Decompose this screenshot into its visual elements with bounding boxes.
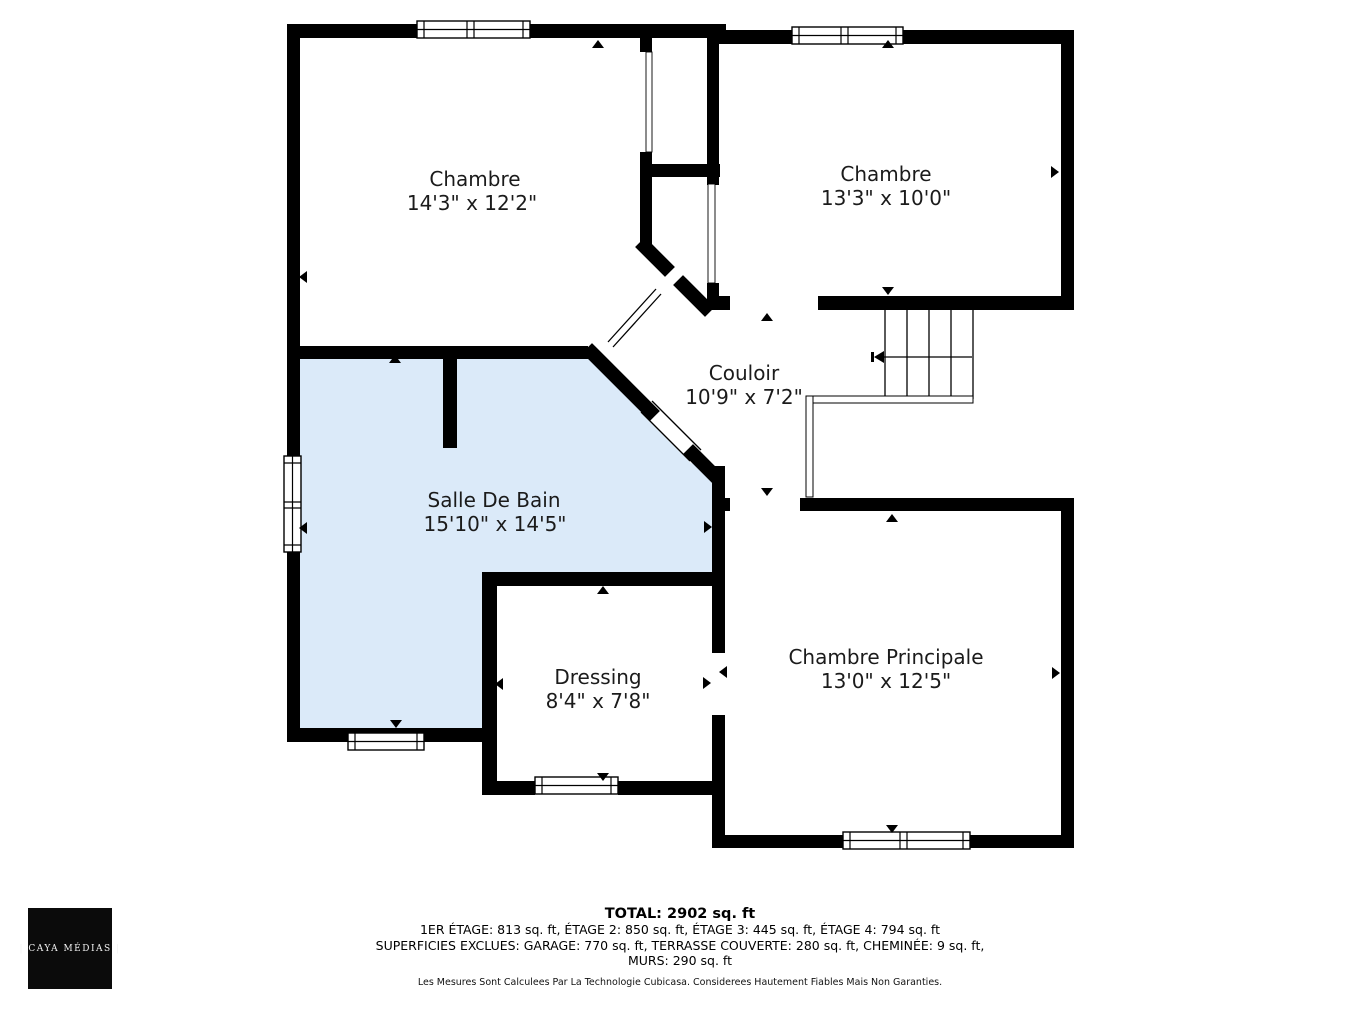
- door-leaf-line: [608, 289, 656, 342]
- wall-segment: [482, 572, 725, 586]
- stairs: [806, 310, 973, 497]
- summary-total: TOTAL: 2902 sq. ft: [604, 906, 756, 922]
- wall-segment: [707, 283, 719, 298]
- summary-walls: MURS: 290 sq. ft: [627, 953, 733, 968]
- diagonal-wall: [645, 247, 665, 267]
- door-leaf-line: [613, 294, 661, 347]
- stairwell-guard: [806, 396, 973, 403]
- wall-segment: [712, 835, 843, 848]
- door-leaf: [708, 184, 715, 283]
- door-leaf: [646, 52, 652, 152]
- area-summary: [0, 906, 1360, 989]
- door-arrow-left: [299, 271, 307, 283]
- room-label-chambre-principale: Chambre Principale: [788, 645, 984, 669]
- wall-segment: [818, 296, 1074, 310]
- wall-segment: [707, 30, 719, 167]
- wall-segment: [970, 835, 1074, 848]
- window: [843, 832, 970, 849]
- summary-exclusions: SUPERFICIES EXCLUES: GARAGE: 770 sq. ft, TERRASSE COUVERTE: 280 sq. ft, CHEMINÉE: 9 sq. ft,: [375, 937, 985, 953]
- room-dims-chambre-2: 13'3" x 10'0": [820, 186, 952, 210]
- wall-segment: [482, 572, 497, 795]
- door-arrow-right: [1052, 667, 1060, 679]
- room-dims-chambre-principale: 13'0" x 12'5": [820, 669, 952, 693]
- wall-segment: [530, 24, 726, 38]
- window: [792, 27, 903, 44]
- wall-segment: [800, 498, 1074, 511]
- door-arrow-up: [597, 586, 609, 594]
- wall-segment: [640, 38, 652, 52]
- door-arrow-up: [592, 40, 604, 48]
- wall-segment: [712, 498, 730, 511]
- stair-direction-arrow: [874, 351, 884, 363]
- window: [284, 456, 301, 552]
- door-arrow-up: [886, 514, 898, 522]
- summary-disclaimer: Les Mesures Sont Calculees Par La Technologie Cubicasa. Considerees Hautement Fiables Mais Non Garanties.: [417, 976, 943, 988]
- room-label-couloir: Couloir: [708, 361, 780, 385]
- window: [348, 733, 424, 750]
- wall-segment: [618, 781, 725, 795]
- room-dims-dressing: 8'4" x 7'8": [545, 689, 651, 713]
- wall-segment: [443, 352, 457, 448]
- room-dims-couloir: 10'9" x 7'2": [685, 385, 803, 409]
- wall-segment: [287, 24, 417, 38]
- door-arrow-left: [719, 666, 727, 678]
- logo-text: | CAYA MÉDIAS |: [19, 943, 121, 954]
- door-arrow-right: [1051, 166, 1059, 178]
- room-label-chambre-1: Chambre: [429, 167, 521, 191]
- door-arrow-up: [761, 313, 773, 321]
- room-label-salle-de-bain: Salle De Bain: [427, 488, 561, 512]
- summary-floors: 1ER ÉTAGE: 813 sq. ft, ÉTAGE 2: 850 sq. ft, ÉTAGE 3: 445 sq. ft, ÉTAGE 4: 794 sq. ft: [419, 922, 940, 937]
- wall-segment: [710, 30, 792, 44]
- window: [417, 21, 530, 38]
- wall-segment: [287, 552, 300, 742]
- door-arrow-down: [761, 488, 773, 496]
- wall-segment: [1061, 30, 1074, 310]
- room-dims-salle-de-bain: 15'10" x 14'5": [423, 512, 567, 536]
- stairwell-guard: [806, 396, 813, 497]
- wall-segment: [287, 346, 588, 359]
- wall-segment: [482, 781, 535, 795]
- wall-segment: [712, 466, 725, 653]
- wall-segment: [1061, 498, 1074, 848]
- door-arrow-right: [703, 677, 711, 689]
- wall-segment: [287, 24, 300, 456]
- diagonal-wall: [683, 285, 705, 307]
- room-label-dressing: Dressing: [554, 665, 642, 689]
- stair-arrow-tick: [871, 352, 874, 362]
- wall-segment: [903, 30, 1074, 44]
- window: [535, 777, 618, 794]
- room-label-chambre-2: Chambre: [840, 162, 932, 186]
- room-dims-chambre-1: 14'3" x 12'2": [406, 191, 538, 215]
- door-arrow-down: [882, 287, 894, 295]
